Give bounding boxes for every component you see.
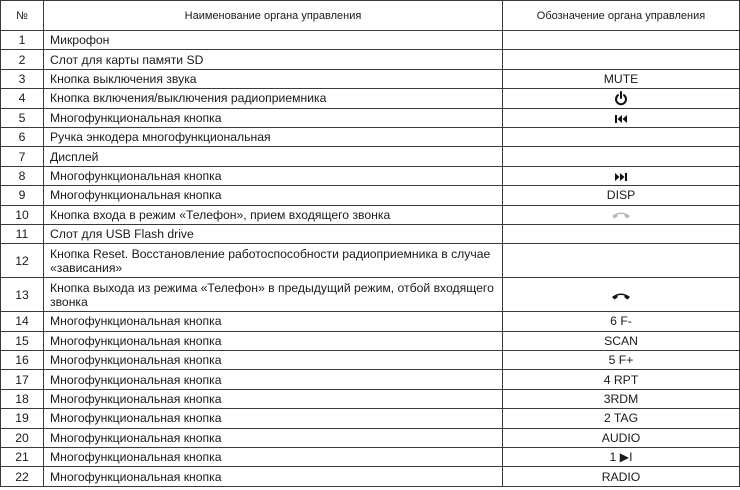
- row-number: 9: [1, 186, 44, 205]
- row-number: 15: [1, 331, 44, 350]
- table-row: [1, 166, 740, 185]
- control-name: Многофункциональная кнопка: [44, 389, 503, 408]
- control-name: Многофункциональная кнопка: [44, 331, 503, 350]
- control-symbol: 6 F-: [503, 312, 740, 331]
- table-row: [1, 389, 740, 408]
- row-number: 21: [1, 448, 44, 467]
- control-name: Микрофон: [44, 31, 503, 50]
- row-number: 2: [1, 50, 44, 69]
- phone-hangup-icon: [611, 291, 631, 301]
- control-name: Многофункциональная кнопка: [44, 467, 503, 486]
- control-name: Многофункциональная кнопка: [44, 312, 503, 331]
- row-number: 5: [1, 108, 44, 127]
- control-symbol: [503, 127, 740, 146]
- control-symbol: DISP: [503, 186, 740, 205]
- table-row: [1, 127, 740, 146]
- table-row: [1, 147, 740, 166]
- control-symbol: SCAN: [503, 331, 740, 350]
- row-number: 11: [1, 224, 44, 243]
- row-number: 6: [1, 127, 44, 146]
- table-row: [1, 351, 740, 370]
- control-symbol: RADIO: [503, 467, 740, 486]
- table-row: [1, 224, 740, 243]
- control-symbol: [503, 205, 740, 224]
- header-name: Наименование органа управления: [44, 1, 503, 31]
- row-number: 8: [1, 166, 44, 185]
- table-row: [1, 278, 740, 312]
- control-name: Ручка энкодера многофункциональная: [44, 127, 503, 146]
- table-row: [1, 409, 740, 428]
- table-row: [1, 186, 740, 205]
- table-row: [1, 312, 740, 331]
- control-name: Многофункциональная кнопка: [44, 370, 503, 389]
- table-row: [1, 89, 740, 108]
- control-symbol: 3RDM: [503, 389, 740, 408]
- row-number: 12: [1, 244, 44, 278]
- control-symbol: [503, 224, 740, 243]
- control-name: Слот для USB Flash drive: [44, 224, 503, 243]
- control-symbol: [503, 147, 740, 166]
- control-symbol: MUTE: [503, 69, 740, 88]
- control-name: Многофункциональная кнопка: [44, 448, 503, 467]
- control-symbol: 2 TAG: [503, 409, 740, 428]
- row-number: 17: [1, 370, 44, 389]
- control-symbol: [503, 89, 740, 108]
- control-symbol: 4 RPT: [503, 370, 740, 389]
- table-row: [1, 108, 740, 127]
- row-number: 19: [1, 409, 44, 428]
- control-name: Многофункциональная кнопка: [44, 428, 503, 447]
- control-name: Кнопка включения/выключения радиоприемника: [44, 89, 503, 108]
- row-number: 14: [1, 312, 44, 331]
- control-symbol: [503, 108, 740, 127]
- header-symbol: Обозначение органа управления: [503, 1, 740, 31]
- power-icon: [614, 91, 628, 106]
- control-symbol: AUDIO: [503, 428, 740, 447]
- control-symbol: [503, 244, 740, 278]
- table-row: [1, 370, 740, 389]
- row-number: 22: [1, 467, 44, 486]
- phone-answer-icon: [611, 210, 631, 220]
- table-row: [1, 467, 740, 486]
- row-number: 1: [1, 31, 44, 50]
- row-number: 18: [1, 389, 44, 408]
- previous-track-icon: [614, 114, 628, 124]
- control-name: Многофункциональная кнопка: [44, 166, 503, 185]
- control-symbol: 1 ▶I: [503, 448, 740, 467]
- table-row: [1, 448, 740, 467]
- control-name: Многофункциональная кнопка: [44, 409, 503, 428]
- control-symbol: 5 F+: [503, 351, 740, 370]
- row-number: 10: [1, 205, 44, 224]
- control-name: Многофункциональная кнопка: [44, 108, 503, 127]
- table-row: [1, 205, 740, 224]
- table-row: [1, 244, 740, 278]
- row-number: 13: [1, 278, 44, 312]
- control-symbol: [503, 50, 740, 69]
- row-number: 20: [1, 428, 44, 447]
- control-name: Дисплей: [44, 147, 503, 166]
- control-symbol: [503, 166, 740, 185]
- control-name: Кнопка входа в режим «Телефон», прием входящего звонка: [44, 205, 503, 224]
- control-name: Слот для карты памяти SD: [44, 50, 503, 69]
- control-name: Многофункциональная кнопка: [44, 186, 503, 205]
- row-number: 7: [1, 147, 44, 166]
- next-track-icon: [614, 172, 628, 182]
- row-number: 3: [1, 69, 44, 88]
- table-row: [1, 331, 740, 350]
- control-name: Многофункциональная кнопка: [44, 351, 503, 370]
- control-symbol: [503, 278, 740, 312]
- table-row: [1, 50, 740, 69]
- table-row: [1, 69, 740, 88]
- control-symbol: [503, 31, 740, 50]
- table-row: [1, 428, 740, 447]
- header-num: №: [1, 1, 44, 31]
- row-number: 16: [1, 351, 44, 370]
- control-name: Кнопка Reset. Восстановление работоспособности радиоприемника в случае «зависания»: [44, 244, 503, 278]
- row-number: 4: [1, 89, 44, 108]
- control-name: Кнопка выхода из режима «Телефон» в предыдущий режим, отбой входящего звонка: [44, 278, 503, 312]
- header-row: [1, 1, 740, 31]
- table-row: [1, 31, 740, 50]
- control-name: Кнопка выключения звука: [44, 69, 503, 88]
